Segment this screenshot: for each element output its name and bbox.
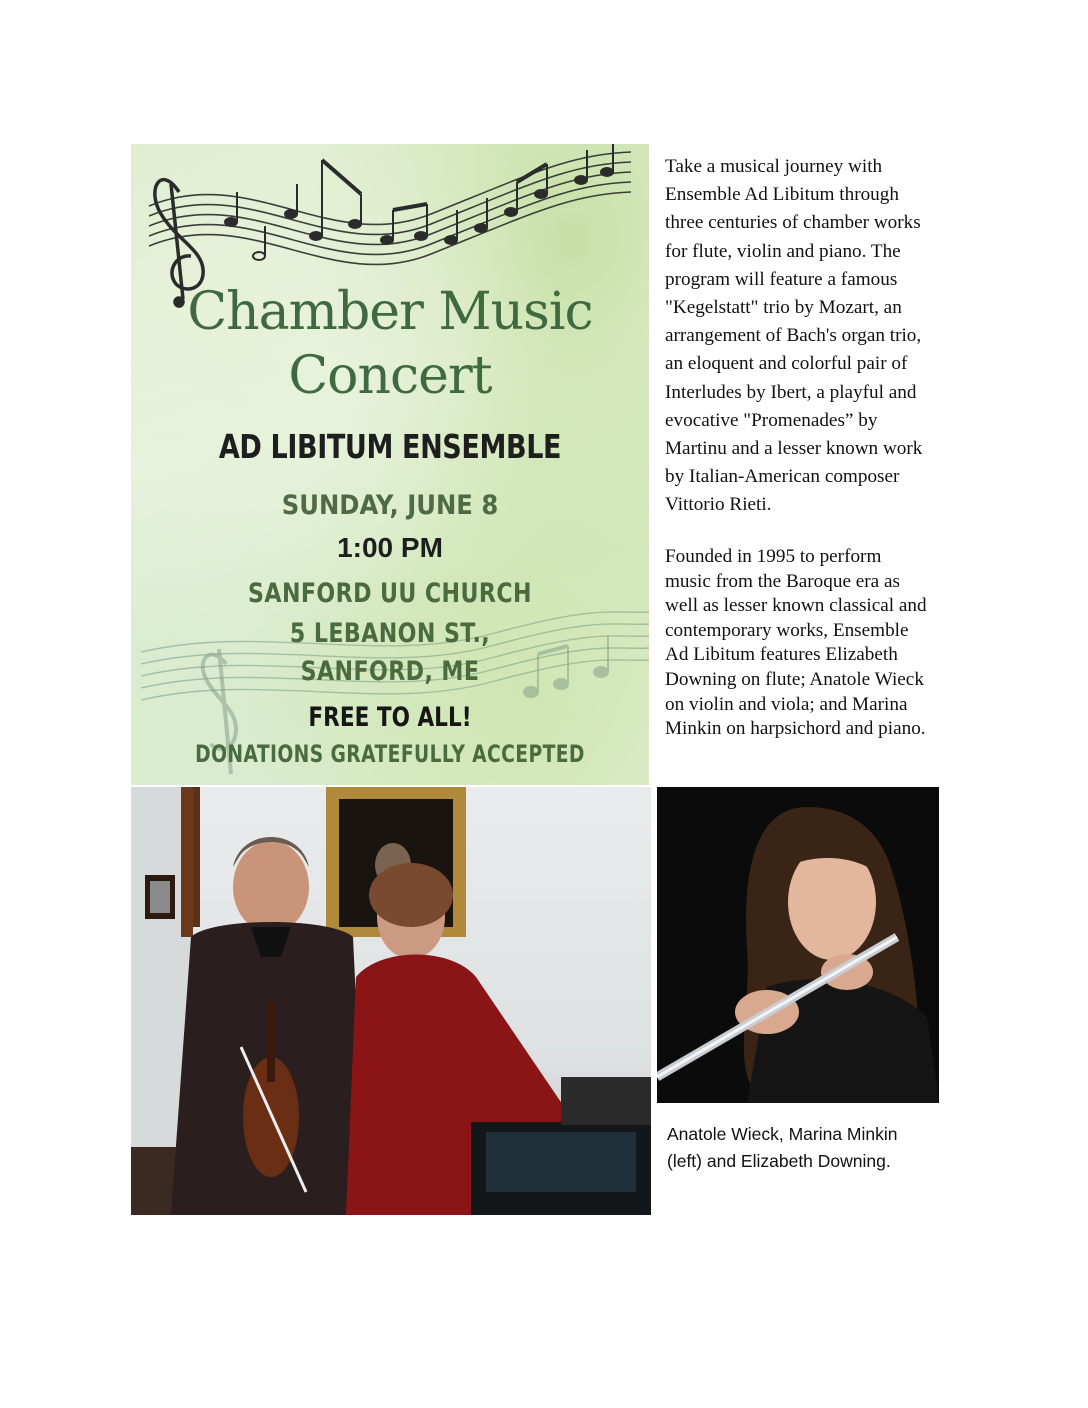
description-line: an eloquent and colorful pair of [665,353,908,375]
flute-photo-illustration [657,787,939,1103]
description-line: for flute, violin and piano. The [665,240,901,262]
poster-time: 1:00 PM [337,532,443,563]
description-line: Ad Libitum features Elizabeth [665,644,898,666]
description-line: program will feature a famous [665,268,898,290]
poster-date: SUNDAY, JUNE 8 [281,490,499,521]
description-line: music from the Baroque era as [665,570,900,592]
poster-title-line2: Concert [288,346,492,406]
flute-photo [657,787,939,1103]
description-line: Ensemble Ad Libitum through [665,184,899,206]
duo-photo-illustration [131,787,651,1215]
description-paragraph-1 [665,153,965,520]
description-line: well as lesser known classical and [665,595,927,617]
poster-ensemble-name: AD LIBITUM ENSEMBLE [218,427,562,466]
caption-line-1: Anatole Wieck, Marina Minkin [667,1124,898,1144]
description-line: Founded in 1995 to perform [665,546,882,567]
description-line: Downing on flute; Anatole Wieck [665,668,924,690]
description-line: contemporary works, Ensemble [665,619,909,641]
description-line: evocative "Promenades” by [665,409,878,431]
description-line: three centuries of chamber works [665,212,921,234]
description-line: Take a musical journey with [665,156,883,177]
caption-line-2: (left) and Elizabeth Downing. [667,1151,891,1171]
music-notes-icon [225,144,613,260]
duo-photo [131,787,651,1215]
poster-free-admission: FREE TO ALL! [308,702,472,733]
description-line: Interludes by Ibert, a playful and [665,381,917,403]
poster-title-line1: Chamber Music [187,282,593,342]
description-line: "Kegelstatt" trio by Mozart, an [665,297,902,319]
description-line: by Italian-American composer [665,466,900,488]
description-line: arrangement of Bach's organ trio, [665,325,922,347]
description-line: Martinu and a lesser known work [665,438,923,460]
concert-poster [131,144,649,785]
photo-caption [667,1121,957,1175]
poster-donations-note: DONATIONS GRATEFULLY ACCEPTED [195,740,585,768]
description-line: on violin and viola; and Marina [665,693,908,715]
poster-venue-street: 5 LEBANON ST., [289,618,491,649]
description-paragraph-2 [665,545,965,742]
poster-venue-name: SANFORD UU CHURCH [248,578,532,609]
description-line: Minkin on harpsichord and piano. [665,718,926,740]
poster-venue-city: SANFORD, ME [300,656,480,687]
description-line: Vittorio Rieti. [665,494,772,516]
